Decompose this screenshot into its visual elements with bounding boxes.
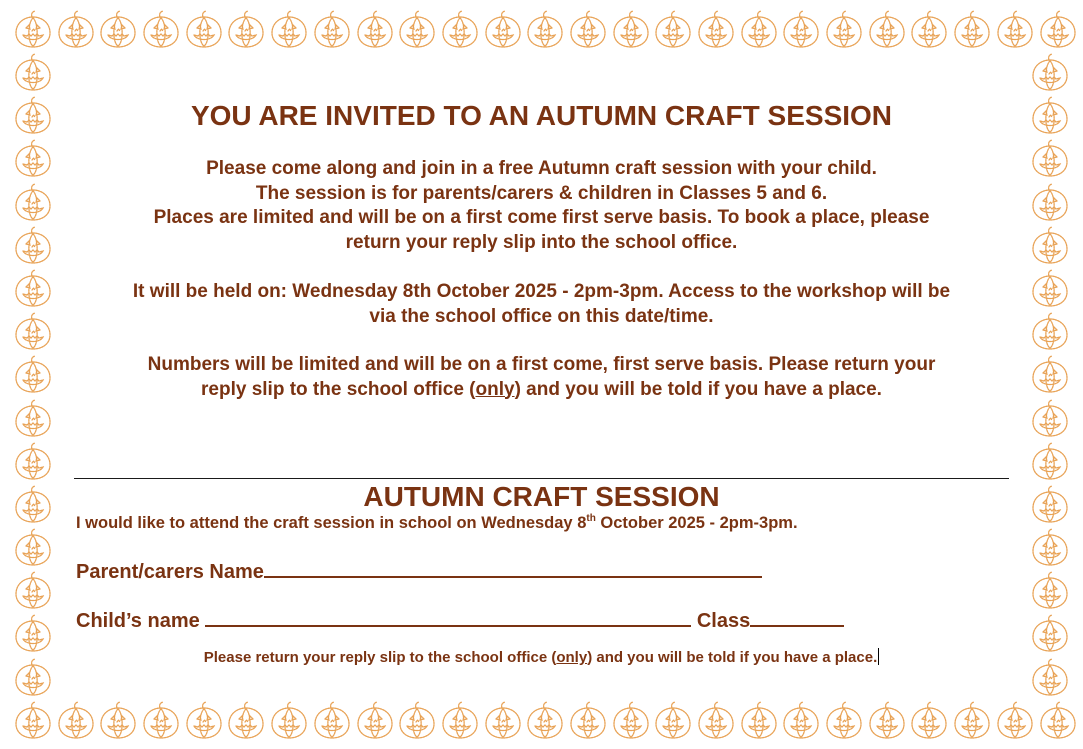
pumpkin-icon [140, 699, 182, 741]
ordinal-suffix: th [586, 513, 596, 524]
class-label: Class [696, 610, 751, 632]
pumpkin-icon [12, 612, 54, 654]
cut-line-divider [74, 478, 1009, 479]
pumpkin-icon [1029, 569, 1071, 611]
pumpkin-icon [55, 699, 97, 741]
pumpkin-icon [12, 569, 54, 611]
pumpkin-icon [1029, 526, 1071, 568]
pumpkin-border-right [1029, 51, 1071, 699]
numbers-paragraph [74, 353, 1009, 402]
pumpkin-icon [738, 699, 780, 741]
pumpkin-icon [439, 8, 481, 50]
pumpkin-icon [695, 8, 737, 50]
pumpkin-icon [12, 137, 54, 179]
intro-line: return your reply slip into the school office. [345, 231, 738, 253]
numbers-line [74, 378, 1009, 403]
pumpkin-icon [1029, 224, 1071, 266]
footer-text: Please return your reply slip to the school office ( [203, 649, 557, 666]
pumpkin-icon [140, 8, 182, 50]
numbers-text: ) and you will be told if you have a place. [514, 378, 882, 400]
attend-text: October 2025 - 2pm-3pm. [595, 514, 798, 532]
child-name-field[interactable] [76, 607, 844, 633]
pumpkin-icon [12, 224, 54, 266]
pumpkin-icon [1029, 440, 1071, 482]
pumpkin-icon [994, 699, 1036, 741]
pumpkin-icon [951, 699, 993, 741]
pumpkin-icon [354, 699, 396, 741]
pumpkin-icon [1037, 8, 1079, 50]
pumpkin-icon [12, 483, 54, 525]
pumpkin-icon [780, 8, 822, 50]
pumpkin-icon [439, 699, 481, 741]
text-cursor [878, 648, 879, 665]
invitation-title: YOU ARE INVITED TO AN AUTUMN CRAFT SESSION [190, 100, 893, 131]
reply-slip-title: AUTUMN CRAFT SESSION [363, 481, 720, 512]
pumpkin-icon [12, 526, 54, 568]
pumpkin-icon [567, 8, 609, 50]
pumpkin-border-bottom [12, 699, 1079, 741]
attend-text: I would like to attend the craft session in school on Wednesday 8 [76, 514, 587, 532]
numbers-text: reply slip to the school office ( [201, 378, 476, 400]
pumpkin-icon [354, 8, 396, 50]
pumpkin-icon [524, 8, 566, 50]
pumpkin-icon [823, 8, 865, 50]
class-blank[interactable] [750, 607, 844, 627]
pumpkin-icon [12, 181, 54, 223]
pumpkin-icon [1029, 483, 1071, 525]
pumpkin-icon [524, 699, 566, 741]
parent-name-label: Parent/carers Name [76, 561, 264, 583]
pumpkin-icon [12, 8, 54, 50]
pumpkin-icon [12, 699, 54, 741]
pumpkin-icon [183, 8, 225, 50]
pumpkin-icon [1037, 699, 1079, 741]
pumpkin-icon [12, 310, 54, 352]
pumpkin-icon [12, 656, 54, 698]
pumpkin-icon [994, 8, 1036, 50]
intro-line: Please come along and join in a free Autumn craft session with your child. [206, 158, 877, 179]
attend-statement [76, 514, 798, 533]
pumpkin-icon [1029, 51, 1071, 93]
pumpkin-icon [55, 8, 97, 50]
pumpkin-icon [1029, 181, 1071, 223]
pumpkin-icon [780, 699, 822, 741]
pumpkin-icon [652, 8, 694, 50]
pumpkin-icon [1029, 94, 1071, 136]
parent-name-blank[interactable] [264, 558, 762, 578]
pumpkin-icon [482, 699, 524, 741]
pumpkin-icon [567, 699, 609, 741]
pumpkin-icon [1029, 612, 1071, 654]
pumpkin-icon [1029, 137, 1071, 179]
pumpkin-icon [652, 699, 694, 741]
pumpkin-icon [1029, 656, 1071, 698]
pumpkin-icon [12, 440, 54, 482]
pumpkin-icon [311, 8, 353, 50]
pumpkin-icon [695, 699, 737, 741]
numbers-line: Numbers will be limited and will be on a first come, first serve basis. Please return your [147, 354, 936, 375]
pumpkin-border-left [12, 51, 54, 699]
pumpkin-icon [12, 51, 54, 93]
parent-name-field[interactable] [76, 558, 762, 584]
only-underlined: only [475, 378, 515, 400]
child-name-label: Child’s name [76, 610, 200, 632]
pumpkin-icon [866, 699, 908, 741]
pumpkin-icon [1029, 310, 1071, 352]
pumpkin-icon [12, 397, 54, 439]
pumpkin-icon [1029, 353, 1071, 395]
intro-paragraph [74, 157, 1009, 255]
date-line: via the school office on this date/time. [369, 305, 714, 327]
pumpkin-icon [311, 699, 353, 741]
pumpkin-icon [951, 8, 993, 50]
pumpkin-icon [738, 8, 780, 50]
pumpkin-icon [12, 353, 54, 395]
pumpkin-icon [908, 8, 950, 50]
pumpkin-icon [823, 699, 865, 741]
date-paragraph [74, 280, 1009, 329]
footer-text: ) and you will be told if you have a place. [587, 649, 878, 666]
pumpkin-icon [396, 8, 438, 50]
pumpkin-icon [12, 94, 54, 136]
date-line: It will be held on: Wednesday 8th October 2025 - 2pm-3pm. Access to the workshop will be [132, 281, 951, 302]
intro-line: Places are limited and will be on a first come first serve basis. To book a place, please [153, 207, 930, 228]
pumpkin-icon [268, 699, 310, 741]
intro-line: The session is for parents/carers & children in Classes 5 and 6. [255, 182, 828, 204]
pumpkin-icon [183, 699, 225, 741]
footer-only-underlined: only [556, 649, 588, 666]
pumpkin-icon [1029, 397, 1071, 439]
pumpkin-icon [1029, 267, 1071, 309]
pumpkin-icon [97, 699, 139, 741]
pumpkin-icon [97, 8, 139, 50]
pumpkin-icon [396, 699, 438, 741]
pumpkin-icon [482, 8, 524, 50]
pumpkin-icon [610, 8, 652, 50]
pumpkin-icon [610, 699, 652, 741]
pumpkin-icon [908, 699, 950, 741]
return-instructions [74, 648, 1009, 666]
child-name-blank[interactable] [205, 607, 691, 627]
pumpkin-icon [225, 699, 267, 741]
pumpkin-icon [12, 267, 54, 309]
pumpkin-border-top [12, 8, 1079, 50]
pumpkin-icon [268, 8, 310, 50]
pumpkin-icon [225, 8, 267, 50]
pumpkin-icon [866, 8, 908, 50]
